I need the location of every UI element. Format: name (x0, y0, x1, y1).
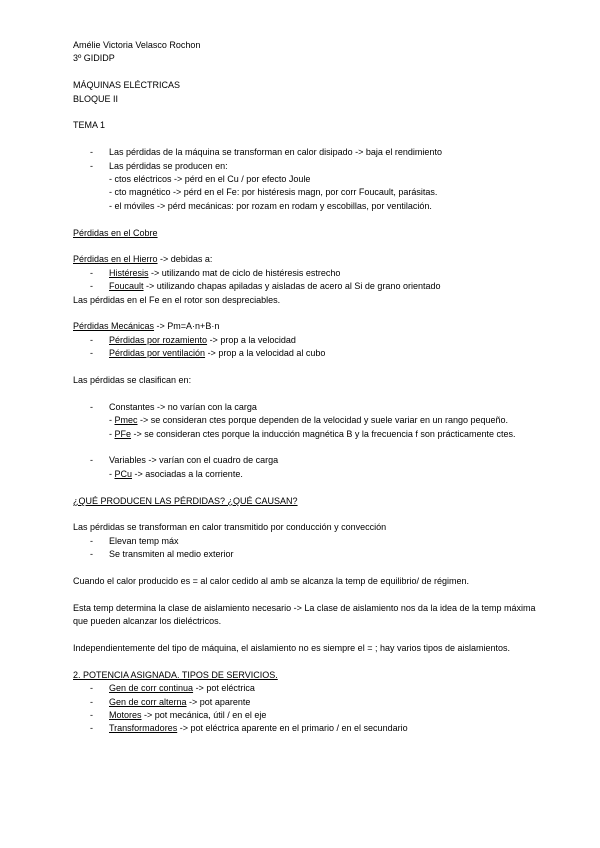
power-item-3 (73, 709, 543, 722)
causes-heading: ¿QUÉ PRODUCEN LAS PÉRDIDAS? ¿QUÉ CAUSAN? (73, 495, 298, 506)
pfe-term: PFe (114, 428, 132, 439)
power-heading: 2. POTENCIA ASIGNADA. TIPOS DE SERVICIOS. (73, 669, 278, 680)
iron-heading-rest: -> debidas a: (157, 254, 213, 265)
constants-text: Constantes -> no varían con la carga (109, 401, 257, 412)
hysteresis-text: -> utilizando mat de ciclo de histéresis estrecho (148, 267, 341, 278)
pfe-prefix: - (109, 428, 115, 439)
power-item-1-term: Gen de corr continua (109, 683, 194, 694)
bullet-dash: - (90, 160, 93, 171)
mech-item-ventilacion (73, 347, 543, 360)
bullet-dash: - (90, 267, 93, 278)
bullet-dash: - (90, 549, 93, 560)
foucault-term: Foucault (109, 281, 144, 292)
copper-heading: Pérdidas en el Cobre (73, 227, 158, 238)
pcu-term: PCu (114, 468, 133, 479)
causes-item-1 (73, 535, 543, 548)
rozamiento-text: -> prop a la velocidad (207, 334, 296, 345)
mech-heading-rest: -> Pm=A·n+B·n (154, 321, 220, 332)
causes-paragraph-3: Esta temp determina la clase de aislamiento necesario -> La clase de aislamiento nos da la idea de la temp máxima que pueden alcanzar los dieléctricos. (73, 602, 536, 627)
power-item-3-term: Motores (109, 710, 142, 721)
bullet-dash: - (90, 455, 93, 466)
causes-item-1-text: Elevan temp máx (109, 535, 179, 546)
iron-note: Las pérdidas en el Fe en el rotor son despreciables. (73, 294, 281, 305)
bullet-dash: - (90, 401, 93, 412)
causes-item-2-text: Se transmiten al medio exterior (109, 549, 234, 560)
bullet-dash: - (90, 147, 93, 158)
topic-title: TEMA 1 (73, 120, 106, 131)
author-name: Amélie Victoria Velasco Rochon (73, 40, 201, 50)
foucault-text: -> utilizando chapas apiladas y aisladas de acero al Si de grano orientado (143, 281, 441, 292)
pmec-prefix: - (109, 415, 115, 426)
power-item-3-text: -> pot mecánica, útil / en el eje (141, 710, 267, 721)
bullet-dash: - (90, 710, 93, 721)
mech-heading: Pérdidas Mecánicas (73, 321, 155, 332)
intro-sub-3: - el móviles -> pérd mecánicas: por rozam en rodam y escobillas, por ventilación. (109, 200, 432, 211)
causes-item-2 (73, 548, 543, 561)
rozamiento-term: Pérdidas por rozamiento (109, 334, 208, 345)
bullet-dash: - (90, 683, 93, 694)
power-item-2-text: -> pot aparente (186, 696, 251, 707)
hysteresis-term: Histéresis (109, 267, 149, 278)
intro-item-1-text: Las pérdidas de la máquina se transforman en calor disipado -> baja el rendimiento (109, 147, 442, 158)
iron-item-hysteresis (73, 267, 543, 280)
intro-item-2-text: Las pérdidas se producen en: (109, 160, 228, 171)
power-item-4-text: -> pot eléctrica aparente en el primario / en el secundario (177, 723, 408, 734)
power-item-4-term: Transformadores (109, 723, 178, 734)
course-name: 3º GIDIDP (73, 53, 115, 64)
intro-item-2 (73, 160, 543, 173)
pcu-text: -> asociadas a la corriente. (132, 468, 243, 479)
classify-item-constants (73, 401, 543, 414)
subject-title: MÁQUINAS ELÉCTRICAS (73, 80, 181, 91)
pfe-text: -> se consideran ctes porque la inducción magnética B y la frecuencia f son prácticamente ctes. (131, 428, 516, 439)
pcu-prefix: - (109, 468, 115, 479)
iron-item-foucault (73, 280, 543, 293)
classify-item-variables (73, 454, 543, 467)
power-item-4 (73, 722, 543, 735)
document-page (73, 39, 543, 736)
intro-sub-2: - cto magnético -> pérd en el Fe: por histéresis magn, por corr Foucault, parásitas. (109, 187, 438, 198)
ventilacion-text: -> prop a la velocidad al cubo (205, 348, 326, 359)
bullet-dash: - (90, 696, 93, 707)
pmec-term: Pmec (114, 415, 138, 426)
pmec-desc (73, 414, 543, 427)
causes-paragraph-2: Cuando el calor producido es = al calor cedido al amb se alcanza la temp de equilibrio/ de régimen. (73, 576, 469, 587)
intro-item-1 (73, 146, 543, 159)
mech-item-rozamiento (73, 334, 543, 347)
causes-paragraph-1: Las pérdidas se transforman en calor transmitido por conducción y convección (73, 522, 387, 533)
classify-intro: Las pérdidas se clasifican en: (73, 375, 192, 386)
bullet-dash: - (90, 348, 93, 359)
bullet-dash: - (90, 535, 93, 546)
mech-heading-line (73, 320, 543, 333)
bullet-dash: - (90, 281, 93, 292)
power-item-2 (73, 696, 543, 709)
bullet-dash: - (90, 723, 93, 734)
intro-sub-1: - ctos eléctricos -> pérd en el Cu / por efecto Joule (109, 174, 311, 185)
power-item-1-text: -> pot eléctrica (193, 683, 255, 694)
ventilacion-term: Pérdidas por ventilación (109, 348, 206, 359)
power-item-2-term: Gen de corr alterna (109, 696, 187, 707)
causes-paragraph-4: Independientemente del tipo de máquina, el aislamiento no es siempre el = ; hay varios tipos de aislamientos. (73, 643, 511, 654)
iron-heading-line (73, 253, 543, 266)
pmec-text: -> se consideran ctes porque dependen de la velocidad y suele variar en un rango pequeño. (137, 415, 509, 426)
bullet-dash: - (90, 334, 93, 345)
variables-text: Variables -> varían con el cuadro de carga (109, 455, 279, 466)
pcu-desc (73, 468, 543, 481)
block-title: BLOQUE II (73, 93, 119, 104)
iron-heading: Pérdidas en el Hierro (73, 254, 158, 265)
power-item-1 (73, 682, 543, 695)
pfe-desc (73, 428, 543, 441)
